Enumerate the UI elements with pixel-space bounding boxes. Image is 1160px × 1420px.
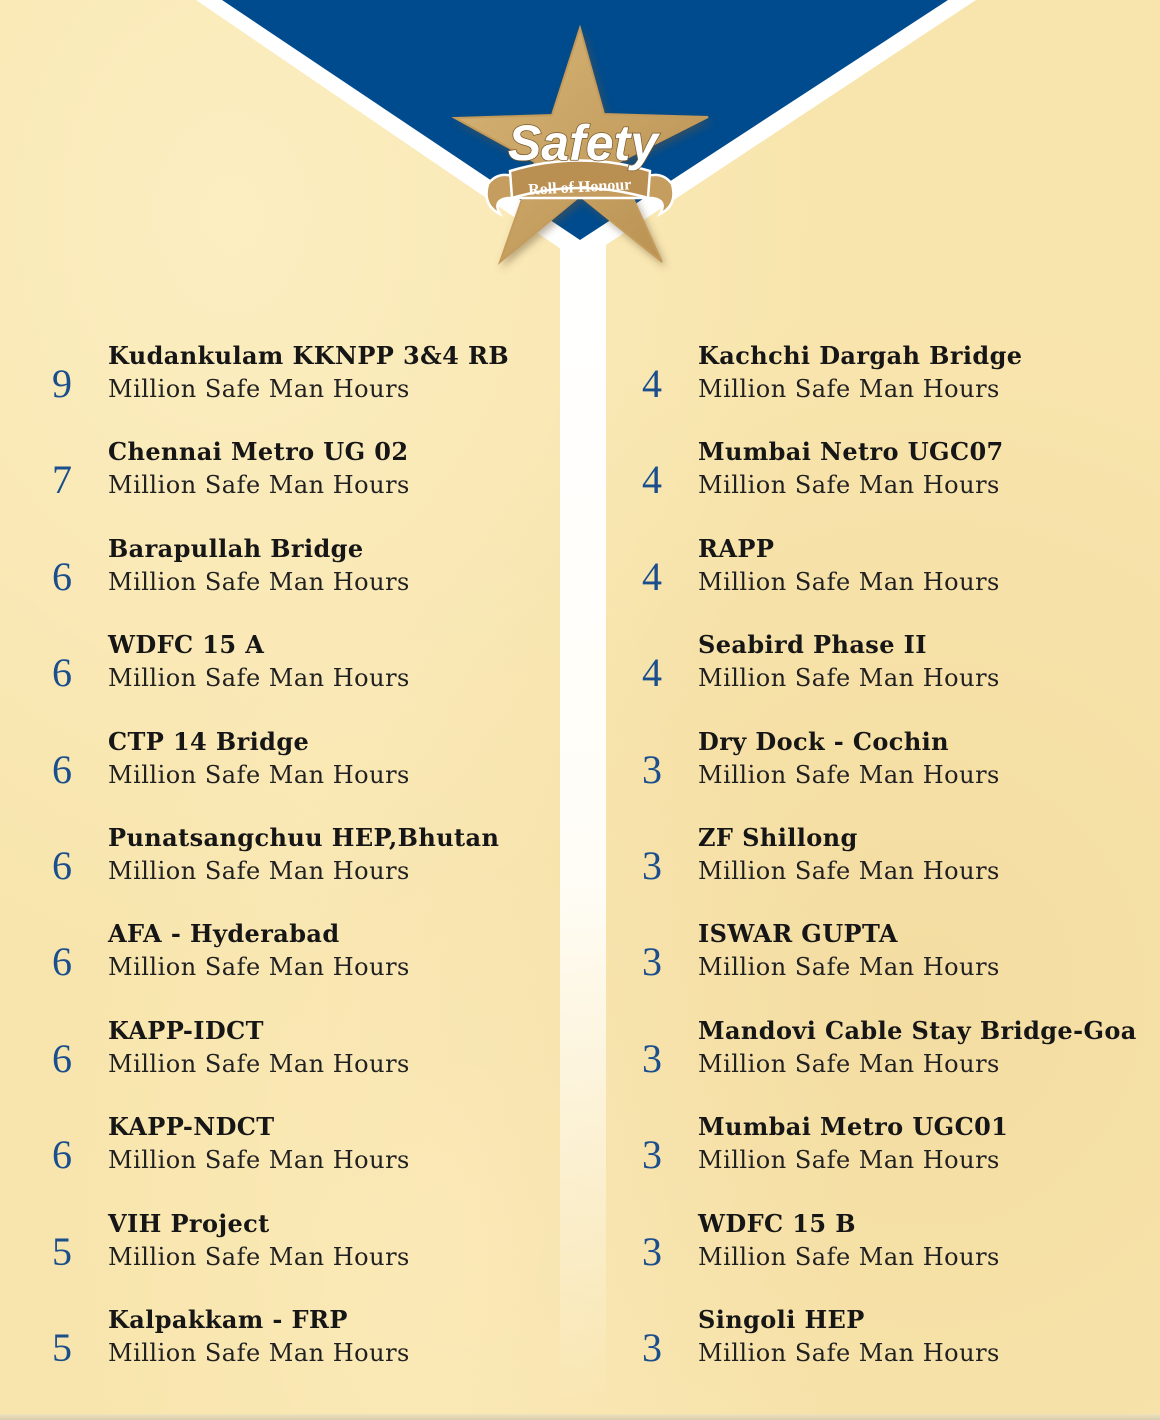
list-item [50, 629, 550, 725]
item-value: 5 [52, 1324, 72, 1370]
item-unit: Million Safe Man Hours [698, 664, 1000, 693]
item-unit: Million Safe Man Hours [108, 856, 410, 885]
item-unit: Million Safe Man Hours [108, 664, 410, 693]
item-project: KAPP-IDCT [108, 1015, 264, 1045]
item-project: KAPP-NDCT [108, 1112, 275, 1142]
item-value: 3 [642, 939, 662, 985]
list-item [640, 726, 1150, 822]
item-project: Seabird Phase II [698, 630, 927, 660]
item-value: 3 [642, 1132, 662, 1178]
list-item [50, 1015, 550, 1111]
item-unit: Million Safe Man Hours [698, 471, 1000, 500]
list-item [640, 822, 1150, 918]
list-item [50, 1304, 550, 1400]
item-value: 4 [642, 457, 662, 503]
list-item [50, 1111, 550, 1207]
item-unit: Million Safe Man Hours [108, 760, 410, 789]
item-value: 6 [52, 746, 72, 792]
item-value: 3 [642, 842, 662, 888]
list-item [640, 1304, 1150, 1400]
item-project: WDFC 15 A [108, 630, 265, 660]
item-project: Mandovi Cable Stay Bridge-Goa [698, 1015, 1137, 1045]
item-project: WDFC 15 B [698, 1208, 856, 1238]
badge-title: Safety [507, 115, 659, 171]
list-item [50, 726, 550, 822]
ribbon-text: Roll of Honour [527, 176, 632, 199]
item-unit: Million Safe Man Hours [698, 1242, 1000, 1271]
item-project: Kachchi Dargah Bridge [698, 341, 1023, 370]
item-unit: Million Safe Man Hours [698, 567, 1000, 596]
item-value: 6 [52, 1035, 72, 1081]
list-item [50, 436, 550, 532]
item-unit: Million Safe Man Hours [108, 953, 410, 982]
item-value: 5 [52, 1228, 72, 1274]
item-value: 6 [52, 842, 72, 888]
item-project: CTP 14 Bridge [108, 726, 310, 756]
item-unit: Million Safe Man Hours [108, 1049, 410, 1078]
item-value: 4 [642, 553, 662, 599]
item-unit: Million Safe Man Hours [698, 1049, 1000, 1078]
list-item [50, 340, 550, 436]
item-project: Mumbai Netro UGC07 [698, 437, 1004, 467]
list-item [50, 822, 550, 918]
item-project: ISWAR GUPTA [698, 919, 898, 949]
center-divider [560, 230, 606, 1410]
left-column-list [50, 340, 550, 1400]
item-project: Chennai Metro UG 02 [108, 437, 409, 467]
list-item [50, 918, 550, 1014]
right-column-list [640, 340, 1150, 1400]
list-item [640, 340, 1150, 436]
list-item [50, 1208, 550, 1304]
list-item [640, 918, 1150, 1014]
item-value: 9 [52, 361, 72, 406]
item-project: Kalpakkam - FRP [108, 1304, 348, 1334]
item-value: 6 [52, 1132, 72, 1178]
item-project: ZF Shillong [698, 822, 858, 852]
item-project: Mumbai Metro UGC01 [698, 1112, 1009, 1142]
item-unit: Million Safe Man Hours [108, 1242, 410, 1271]
item-value: 7 [52, 457, 72, 503]
list-item [640, 436, 1150, 532]
bottom-rule [0, 1414, 1160, 1420]
item-value: 3 [642, 1324, 662, 1370]
header-badge [0, 0, 1160, 300]
item-value: 3 [642, 1228, 662, 1274]
item-unit: Million Safe Man Hours [698, 375, 1000, 403]
item-unit: Million Safe Man Hours [108, 567, 410, 596]
item-unit: Million Safe Man Hours [108, 375, 410, 403]
list-item [50, 533, 550, 629]
item-value: 6 [52, 650, 72, 696]
list-item [640, 629, 1150, 725]
item-value: 6 [52, 939, 72, 985]
item-project: RAPP [698, 533, 775, 563]
list-item [640, 1208, 1150, 1304]
item-unit: Million Safe Man Hours [108, 471, 410, 500]
item-project: AFA - Hyderabad [108, 919, 340, 949]
item-value: 3 [642, 746, 662, 792]
item-value: 4 [642, 361, 662, 406]
item-project: VIH Project [108, 1208, 270, 1238]
item-project: Barapullah Bridge [108, 533, 364, 563]
item-unit: Million Safe Man Hours [698, 760, 1000, 789]
list-item [640, 1111, 1150, 1207]
item-unit: Million Safe Man Hours [698, 1338, 1000, 1367]
item-unit: Million Safe Man Hours [698, 953, 1000, 982]
item-unit: Million Safe Man Hours [108, 1146, 410, 1175]
item-project: Singoli HEP [698, 1304, 865, 1334]
item-project: Dry Dock - Cochin [698, 726, 950, 756]
list-item [640, 1015, 1150, 1111]
item-unit: Million Safe Man Hours [698, 1146, 1000, 1175]
item-value: 4 [642, 650, 662, 696]
item-value: 6 [52, 553, 72, 599]
item-project: Punatsangchuu HEP,Bhutan [108, 822, 500, 852]
item-project: Kudankulam KKNPP 3&4 RB [108, 341, 510, 370]
item-unit: Million Safe Man Hours [698, 856, 1000, 885]
item-value: 3 [642, 1035, 662, 1081]
item-unit: Million Safe Man Hours [108, 1338, 410, 1367]
list-item [640, 533, 1150, 629]
